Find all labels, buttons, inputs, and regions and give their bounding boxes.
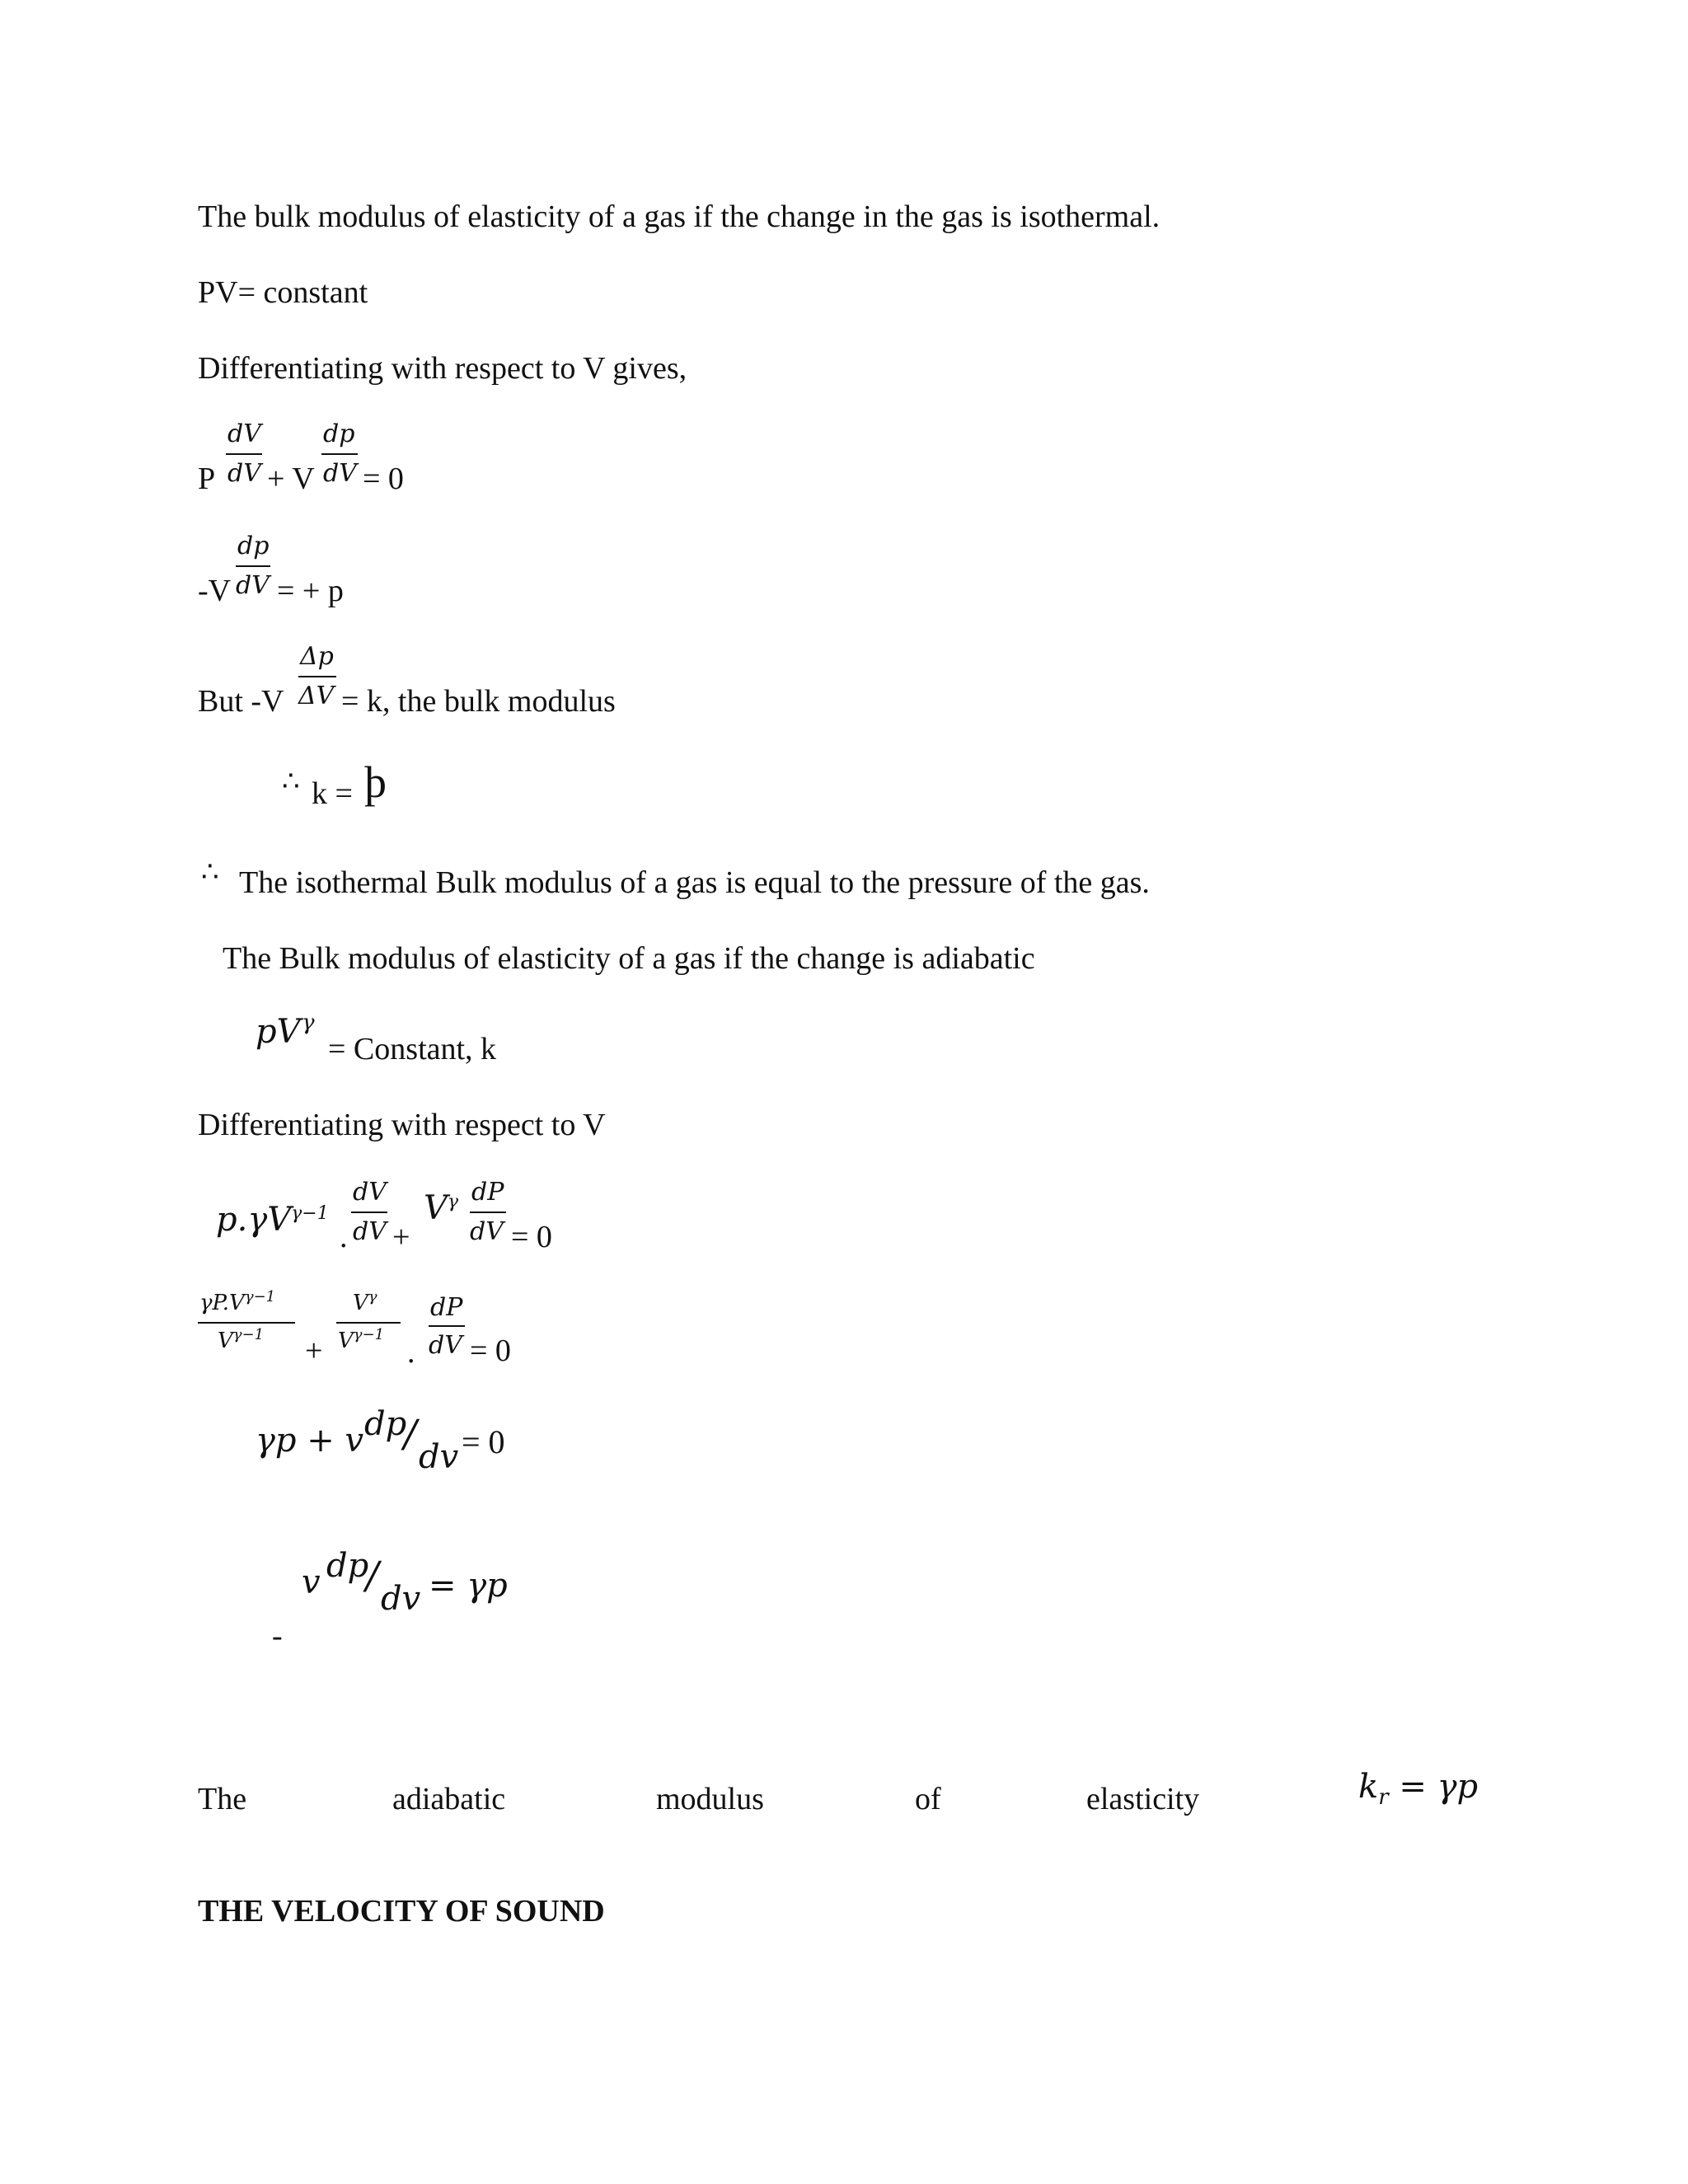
differentiating-line-2: Differentiating with respect to V <box>198 1108 606 1142</box>
fraction-denominator: dV <box>429 1331 462 1360</box>
fraction-bar <box>351 1212 387 1213</box>
fraction-denominator: $V^{\gamma-1}$ <box>338 1326 385 1353</box>
isothermal-heading: The bulk modulus of elasticity of a gas if the change in the gas is isothermal. <box>198 199 1160 234</box>
pv-constant-line: PV= constant <box>198 275 368 310</box>
fraction-denominator: ΔV <box>298 682 335 710</box>
fraction-denominator: dV <box>323 459 357 488</box>
fraction-denominator: dV <box>353 1217 387 1246</box>
fraction-denominator: dV <box>470 1217 504 1246</box>
fraction-numerator: dV <box>227 419 261 448</box>
fraction-denominator: dV <box>227 459 261 488</box>
fraction-bar <box>226 453 262 455</box>
fraction-bar <box>321 453 358 455</box>
fraction-denominator: $V^{\gamma-1}$ <box>218 1326 265 1353</box>
fraction-numerator: dp <box>237 532 270 560</box>
fraction-numerator: $V^\gamma$ <box>353 1288 377 1315</box>
fraction-numerator: dP <box>430 1293 463 1322</box>
velocity-of-sound-heading: THE VELOCITY OF SOUND <box>198 1894 605 1929</box>
fraction-numerator: dp <box>323 419 355 448</box>
differentiating-line: Differentiating with respect to V gives, <box>198 351 687 386</box>
fraction-bar <box>429 1325 465 1327</box>
fraction-bar <box>336 1322 401 1324</box>
fraction-bar <box>236 565 270 567</box>
fraction-numerator: dV <box>353 1178 387 1207</box>
fraction-numerator: $\gamma P.V^{\gamma-1}$ <box>199 1288 276 1315</box>
fraction-bar <box>470 1212 506 1213</box>
document-page: The bulk modulus of elasticity of a gas if the change in the gas is isothermal. PV= constant Differentiating with respect to V gives, P dV dV + V dp dV = 0 -V dp dV = + p But -V Δp ΔV = k, the bulk modulus ∴ k = þ ∴ The isothermal Bulk modulus of a gas is equal to the pressure of the gas. The Bulk modulus of elasticity of a gas if the change is adiabatic pV γ = Constant, k Differentiating with respect to V $p.\gamma V^{\gamma-1}$ dV dV . + $V^\gamma$ dP dV = 0 $\gamma P.V^{\gamma-1}$ $V^{\gamma-1}$ + $V^\gamma$ $V^{\gamma-1}$ . dP dV = 0 γp + v dp / dv = 0 v dp / dv = γp - The adiabatic modulus of elasticity $k_r = \gamma p$ THE VELOCITY OF SOUND <box>198 199 1479 1929</box>
therefore-symbol: ∴ <box>282 766 300 797</box>
therefore-symbol: ∴ <box>201 857 219 888</box>
fraction-numerator: Δp <box>300 642 334 671</box>
fraction-bar <box>198 1322 295 1324</box>
fraction-numerator: dP <box>471 1178 504 1207</box>
adiabatic-heading: The Bulk modulus of elasticity of a gas if the change is adiabatic <box>223 941 1035 976</box>
fraction-denominator: dV <box>236 571 270 600</box>
fraction-bar <box>298 676 336 677</box>
